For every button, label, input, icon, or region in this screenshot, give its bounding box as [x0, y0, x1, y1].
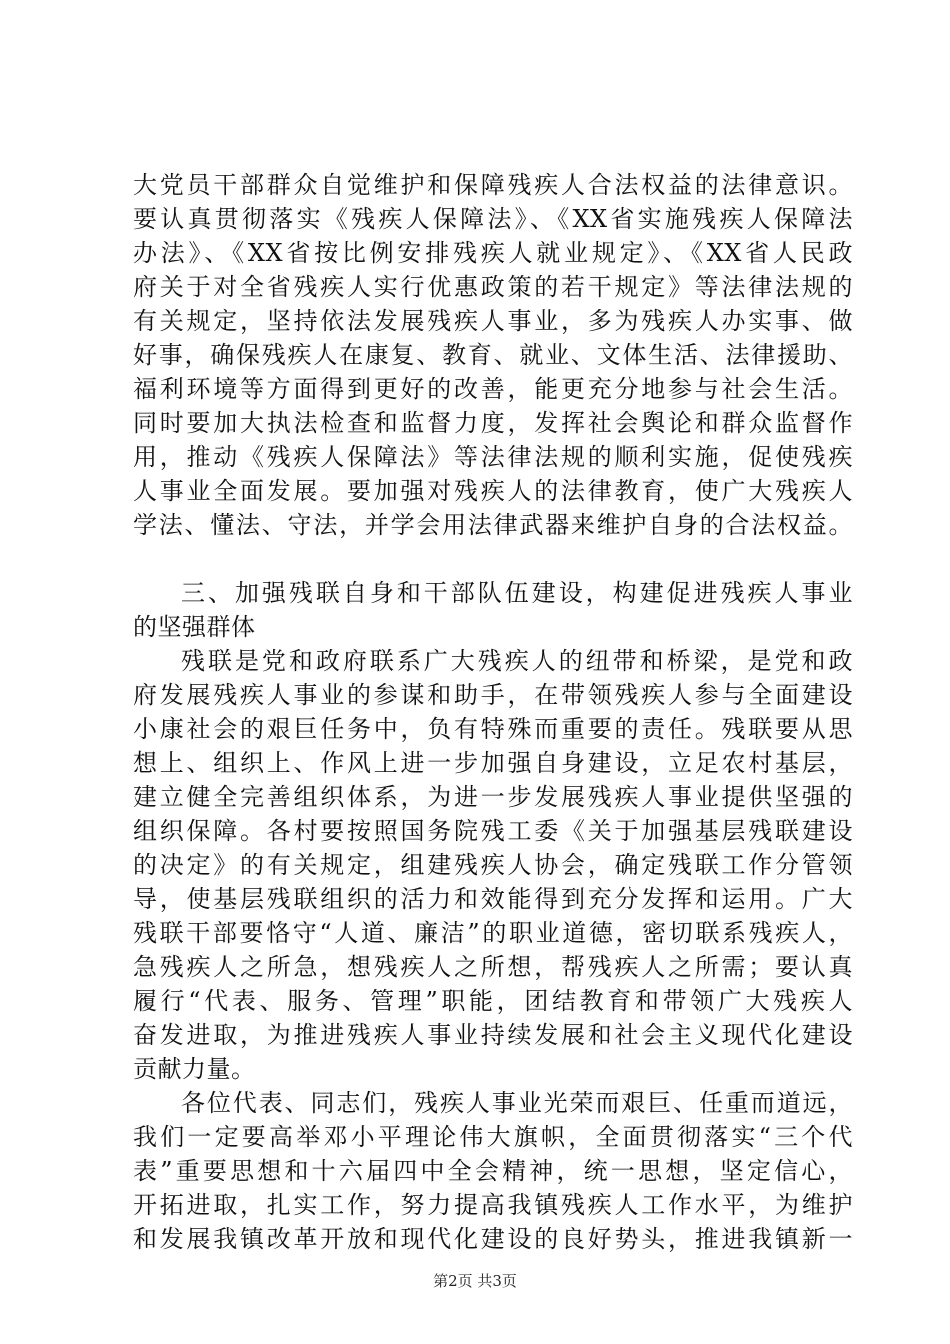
text-line: 好事，确保残疾人在康复、教育、就业、文体生活、法律援助、	[133, 341, 853, 369]
text-line: 府发展残疾人事业的参谋和助手，在带领残疾人参与全面建设	[133, 681, 853, 709]
text-line: 奋发进取，为推进残疾人事业持续发展和社会主义现代化建设	[133, 1021, 853, 1049]
text-line: 残联是党和政府联系广大残疾人的纽带和桥梁，是党和政	[181, 647, 853, 675]
text-line: 府关于对全省残疾人实行优惠政策的若干规定》等法律法规的	[133, 273, 853, 301]
text-line: 建立健全完善组织体系，为进一步发展残疾人事业提供坚强的	[133, 783, 853, 811]
paragraph-federation-building	[133, 644, 853, 1086]
text-line: 想上、组织上、作风上进一步加强自身建设，立足农村基层，	[133, 749, 853, 777]
text-line: 有关规定，坚持依法发展残疾人事业，多为残疾人办实事、做	[133, 307, 853, 335]
text-line: 学法、懂法、守法，并学会用法律武器来维护自身的合法权益。	[133, 511, 853, 539]
text-line: 同时要加大执法检查和监督力度，发挥社会舆论和群众监督作	[133, 409, 853, 437]
paragraph-legal-awareness	[133, 168, 853, 542]
heading-line: 的坚强群体	[133, 613, 256, 641]
text-line: 我们一定要高举邓小平理论伟大旗帜，全面贯彻落实“三个代	[133, 1123, 853, 1151]
document-body	[133, 168, 853, 1256]
text-line: 贡献力量。	[133, 1055, 256, 1083]
text-line: 要认真贯彻落实《残疾人保障法》、《XX省实施残疾人保障法	[133, 205, 853, 233]
text-line: 办法》、《XX省按比例安排残疾人就业规定》、《XX省人民政	[133, 239, 853, 267]
text-line: 人事业全面发展。要加强对残疾人的法律教育，使广大残疾人	[133, 477, 853, 505]
text-line: 小康社会的艰巨任务中，负有特殊而重要的责任。残联要从思	[133, 715, 853, 743]
paragraph-closing	[133, 1086, 853, 1256]
text-line: 导，使基层残联组织的活力和效能得到充分发挥和运用。广大	[133, 885, 853, 913]
page-number-footer: 第2页 共3页	[433, 1272, 517, 1290]
text-line: 残联干部要恪守“人道、廉洁”的职业道德，密切联系残疾人，	[133, 919, 853, 947]
text-line: 各位代表、同志们，残疾人事业光荣而艰巨、任重而道远，	[181, 1089, 853, 1117]
text-line: 组织保障。各村要按照国务院残工委《关于加强基层残联建设	[133, 817, 853, 845]
text-line: 的决定》的有关规定，组建残疾人协会，确定残联工作分管领	[133, 851, 853, 879]
text-line: 福利环境等方面得到更好的改善，能更充分地参与社会生活。	[133, 375, 853, 403]
section-heading-3	[133, 576, 853, 610]
text-line: 表”重要思想和十六届四中全会精神，统一思想，坚定信心，	[133, 1157, 853, 1185]
paragraph-spacer	[133, 542, 853, 576]
section-heading-3-continued	[133, 610, 853, 644]
heading-line: 三、加强残联自身和干部队伍建设，构建促进残疾人事业	[181, 579, 853, 607]
text-line: 履行“代表、服务、管理”职能，团结教育和带领广大残疾人	[133, 987, 853, 1015]
text-line: 急残疾人之所急，想残疾人之所想，帮残疾人之所需；要认真	[133, 953, 853, 981]
text-line: 开拓进取，扎实工作，努力提高我镇残疾人工作水平，为维护	[133, 1191, 853, 1219]
text-line: 和发展我镇改革开放和现代化建设的良好势头，推进我镇新一	[133, 1225, 853, 1253]
text-line: 用，推动《残疾人保障法》等法律法规的顺利实施，促使残疾	[133, 443, 853, 471]
text-line: 大党员干部群众自觉维护和保障残疾人合法权益的法律意识。	[133, 171, 853, 199]
